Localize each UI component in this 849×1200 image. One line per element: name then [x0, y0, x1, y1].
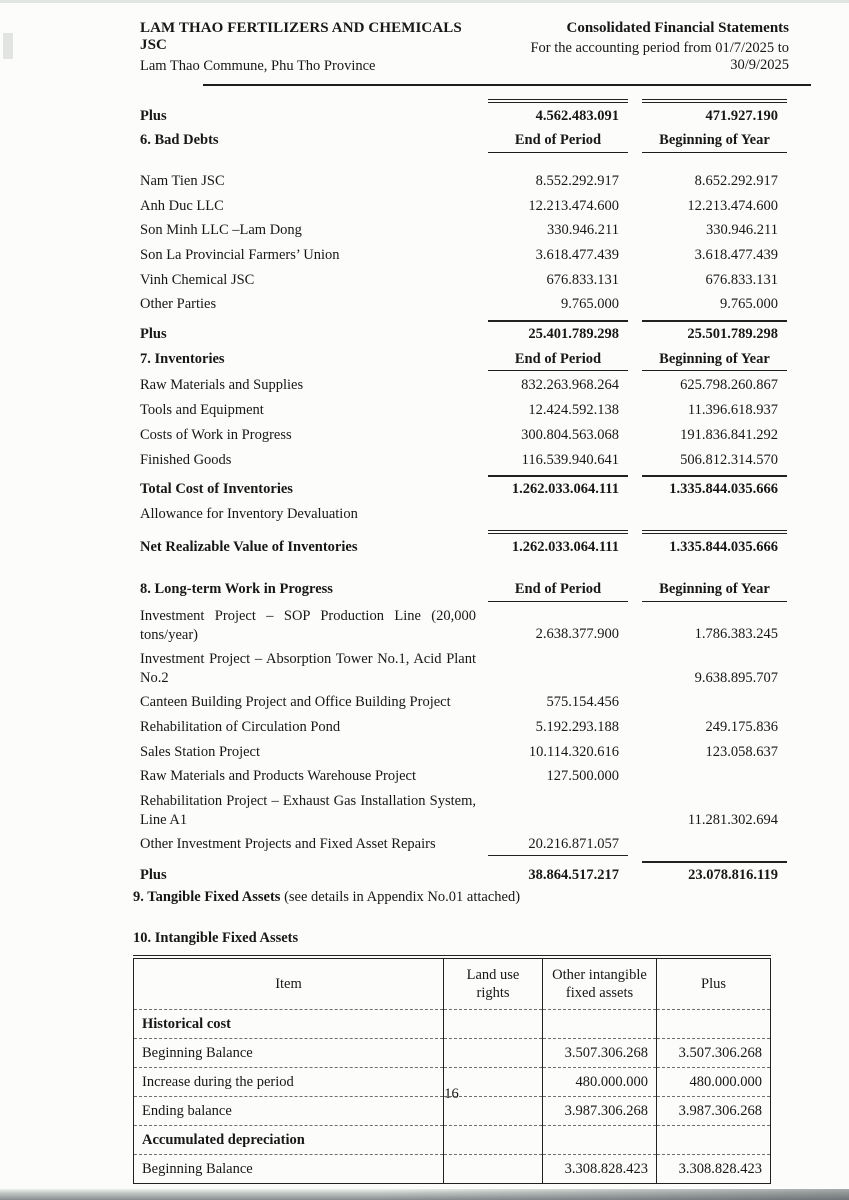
note-value-end-of-period: 12.424.592.138: [528, 402, 619, 419]
cell-land-use-rights: [444, 1010, 543, 1039]
header-right: [480, 20, 789, 74]
note-row: [140, 604, 787, 647]
cell-other-intangible: 3.308.828.423: [543, 1155, 657, 1184]
note-value-end-of-period: 9.765.000: [561, 296, 619, 313]
cell-plus: 3.308.828.423: [657, 1155, 771, 1184]
note-row: [140, 691, 787, 716]
note-row: [140, 715, 787, 740]
intangible-col-header: Other intangible fixed assets: [543, 957, 657, 1010]
note-value-end-of-period: 5.192.293.188: [535, 719, 619, 736]
note-value-beginning-of-year: 1.335.844.035.666: [642, 475, 787, 500]
note-value-end-of-period: 8.552.292.917: [535, 172, 619, 189]
tangible-note-title: 9. Tangible Fixed Assets: [133, 889, 281, 906]
note-label: Rehabilitation Project – Exhaust Gas Installation System, Line A1: [140, 793, 476, 829]
note-label: 7. Inventories: [140, 350, 225, 367]
cell-other-intangible: 480.000.000: [543, 1068, 657, 1097]
note-label: Vinh Chemical JSC: [140, 271, 255, 288]
note-row: [140, 318, 787, 348]
note-label: Net Realizable Value of Inventories: [140, 538, 358, 555]
scan-edge-bottom: [0, 1189, 849, 1200]
cell-land-use-rights: [444, 1039, 543, 1068]
cell-other-intangible: 3.987.306.268: [543, 1097, 657, 1126]
intangible-row: [134, 1039, 771, 1068]
note-value-beginning-of-year: 471.927.190: [642, 99, 787, 127]
note-label: Raw Materials and Products Warehouse Project: [140, 768, 417, 785]
cell-plus: 3.987.306.268: [657, 1097, 771, 1126]
report-title: Consolidated Financial Statements: [566, 20, 789, 36]
note-label: Total Cost of Inventories: [140, 481, 293, 498]
note-value-beginning-of-year: 330.946.211: [706, 222, 778, 239]
note-label: Tools and Equipment: [140, 402, 264, 419]
note-value-end-of-period: 127.500.000: [546, 768, 619, 785]
cell-item: Increase during the period: [134, 1068, 444, 1097]
company-name: LAM THAO FERTILIZERS AND CHEMICALS JSC: [140, 20, 462, 53]
note-value-beginning-of-year: 1.335.844.035.666: [642, 530, 787, 558]
note-value-beginning-of-year: 8.652.292.917: [694, 172, 778, 189]
note-label: Plus: [140, 107, 167, 124]
note-label: Sales Station Project: [140, 743, 261, 760]
tangible-note-detail: (see details in Appendix No.01 attached): [280, 889, 521, 906]
note-label: Plus: [140, 866, 167, 883]
note-value-end-of-period: 38.864.517.217: [528, 866, 619, 883]
note-label: Nam Tien JSC: [140, 172, 225, 189]
note-label: Son La Provincial Farmers’ Union: [140, 247, 340, 264]
note-row: [140, 578, 787, 605]
note-value-end-of-period: 1.262.033.064.111: [488, 530, 628, 558]
note-row: [140, 96, 787, 129]
note-row: [140, 169, 787, 194]
note-row: [140, 129, 787, 156]
note-value-beginning-of-year: 625.798.260.867: [680, 377, 778, 394]
note-value-beginning-of-year: 191.836.841.292: [680, 426, 778, 443]
note-label: Plus: [140, 326, 167, 343]
intangible-heading: 10. Intangible Fixed Assets: [133, 930, 299, 947]
note-value-beginning-of-year: 123.058.637: [705, 743, 778, 760]
note-value-beginning-of-year: 249.175.836: [705, 719, 778, 736]
note-value-beginning-of-year: 12.213.474.600: [687, 197, 778, 214]
cell-land-use-rights: [444, 1155, 543, 1184]
note-row: [140, 399, 787, 424]
report-period: For the accounting period from 01/7/2025 to 30/9/2025: [530, 40, 789, 73]
note-value-end-of-period: 1.262.033.064.111: [488, 475, 628, 500]
note-label: Investment Project – SOP Production Line (20,000 tons/year): [140, 607, 476, 643]
note-value-end-of-period: 330.946.211: [547, 222, 619, 239]
scan-edge-top: [0, 0, 849, 3]
note-value-beginning-of-year: 3.618.477.439: [694, 247, 778, 264]
company-address: Lam Thao Commune, Phu Tho Province: [140, 58, 376, 74]
note-label: Costs of Work in Progress: [140, 426, 292, 443]
note-label: 6. Bad Debts: [140, 132, 219, 149]
note-value-end-of-period: End of Period: [488, 350, 628, 372]
note-value-beginning-of-year: 676.833.131: [705, 271, 778, 288]
note-value-beginning-of-year: Beginning of Year: [642, 350, 787, 372]
cell-other-intangible: [543, 1126, 657, 1155]
note-value-end-of-period: 832.263.968.264: [521, 377, 619, 394]
note-row: [140, 243, 787, 268]
note-row: [140, 194, 787, 219]
note-value-beginning-of-year: 23.078.816.119: [642, 861, 787, 886]
tangible-note: [133, 889, 849, 906]
page-number: 16: [444, 1086, 459, 1102]
note-value-end-of-period: 12.213.474.600: [528, 197, 619, 214]
note-value-end-of-period: 300.804.563.068: [521, 426, 619, 443]
cell-item: Ending balance: [134, 1097, 444, 1126]
note-label: Other Investment Projects and Fixed Asset Repairs: [140, 836, 436, 853]
note-label: Raw Materials and Supplies: [140, 377, 304, 394]
note-label: Allowance for Inventory Devaluation: [140, 505, 358, 522]
intangible-col-header: Land use rights: [444, 957, 543, 1010]
note-row: [140, 790, 787, 833]
note-row: [140, 527, 787, 560]
intangible-row: [134, 1126, 771, 1155]
note-label: Anh Duc LLC: [140, 197, 224, 214]
note-value-end-of-period: 676.833.131: [546, 271, 619, 288]
cell-item: Accumulated depreciation: [134, 1126, 444, 1155]
note-row: [140, 648, 787, 691]
note-value-end-of-period: End of Period: [488, 131, 628, 153]
note-value-beginning-of-year: 11.281.302.694: [687, 811, 778, 828]
note-value-end-of-period: 10.114.320.616: [528, 743, 619, 760]
cell-plus: [657, 1126, 771, 1155]
note-value-beginning-of-year: 1.786.383.245: [694, 626, 778, 643]
note-label: Other Parties: [140, 296, 217, 313]
scan-mark: [3, 33, 13, 59]
intangible-table: [133, 955, 771, 1184]
note-label: Son Minh LLC –Lam Dong: [140, 222, 302, 239]
note-label: Finished Goods: [140, 451, 232, 468]
note-row: [140, 293, 787, 318]
note-row: [140, 423, 787, 448]
note-row: [140, 374, 787, 399]
note-value-beginning-of-year: 11.396.618.937: [687, 402, 778, 419]
cell-plus: 480.000.000: [657, 1068, 771, 1097]
cell-land-use-rights: [444, 1126, 543, 1155]
note-label: 8. Long-term Work in Progress: [140, 581, 333, 598]
note-value-end-of-period: 20.216.871.057: [488, 835, 628, 856]
cell-item: Beginning Balance: [134, 1155, 444, 1184]
header-left: [140, 20, 480, 75]
note-value-beginning-of-year: Beginning of Year: [642, 131, 787, 153]
cell-item: Beginning Balance: [134, 1039, 444, 1068]
note-row: [140, 502, 787, 527]
cell-plus: 3.507.306.268: [657, 1039, 771, 1068]
note-value-end-of-period: 4.562.483.091: [488, 99, 628, 127]
intangible-row: [134, 1010, 771, 1039]
note-value-beginning-of-year: Beginning of Year: [642, 580, 787, 602]
intangible-row: [134, 1155, 771, 1184]
cell-other-intangible: [543, 1010, 657, 1039]
note-row: [140, 858, 787, 888]
note-row: [140, 765, 787, 790]
intangible-col-header: Item: [275, 976, 302, 993]
note-value-beginning-of-year: 9.765.000: [720, 296, 778, 313]
note-label: Investment Project – Absorption Tower No.1, Acid Plant No.2: [140, 651, 476, 687]
cell-other-intangible: 3.507.306.268: [543, 1039, 657, 1068]
note-value-beginning-of-year: 9.638.895.707: [694, 669, 778, 686]
intangible-header-row: [134, 957, 771, 1010]
note-row: [140, 219, 787, 244]
note-row: [140, 268, 787, 293]
note-value-end-of-period: 116.539.940.641: [521, 451, 619, 468]
note-value-beginning-of-year: 25.501.789.298: [642, 320, 787, 345]
notes-rows: [0, 86, 849, 888]
note-row: [140, 740, 787, 765]
note-label: Canteen Building Project and Office Building Project: [140, 694, 451, 711]
intangible-col-header: Plus: [657, 957, 771, 1010]
note-row: [140, 347, 787, 374]
note-value-end-of-period: End of Period: [488, 580, 628, 602]
note-value-end-of-period: 575.154.456: [546, 694, 619, 711]
note-value-end-of-period: 3.618.477.439: [535, 247, 619, 264]
note-row: [140, 473, 787, 503]
note-label: Rehabilitation of Circulation Pond: [140, 719, 341, 736]
note-value-end-of-period: 25.401.789.298: [488, 320, 628, 345]
note-row: [140, 833, 787, 859]
cell-item: Historical cost: [134, 1010, 444, 1039]
note-value-end-of-period: 2.638.377.900: [535, 626, 619, 643]
note-row: [140, 448, 787, 473]
cell-plus: [657, 1010, 771, 1039]
note-value-beginning-of-year: 506.812.314.570: [680, 451, 778, 468]
page-header: [0, 0, 849, 75]
